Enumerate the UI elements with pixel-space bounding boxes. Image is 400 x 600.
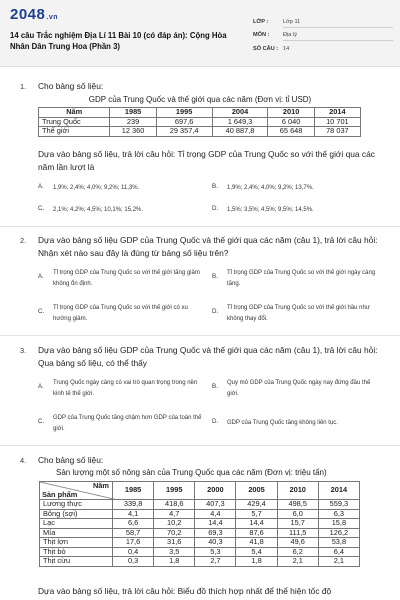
table-row: Lạc 6,6 10,2 14,4 14,4 15,7 15,8 <box>40 519 360 529</box>
gdp-table <box>38 107 361 137</box>
table-row: Thế giới 12 360 29 357,4 40 887,8 65 648 78 037 <box>39 127 361 137</box>
meta-question-count: SỐ CÂU : 14 <box>253 46 290 52</box>
divider <box>0 445 400 446</box>
document-title: 14 câu Trắc nghiệm Địa Lí 11 Bài 10 (có đáp án): Cộng Hòa Nhân Dân Trung Hoa (Phần 3) <box>10 31 227 51</box>
page-header <box>0 0 400 67</box>
table-row: Bông (sợi) 4,1 4,7 4,4 5,7 6,0 6,3 <box>40 509 360 519</box>
question-number: 1. <box>20 82 27 91</box>
table-header-row: Năm 1985 1995 2004 2010 2014 <box>39 108 361 118</box>
agriculture-table <box>39 481 360 567</box>
table-row: Lương thực 339,8 418,6 407,3 429,4 498,5 559,3 <box>40 500 360 510</box>
question-intro: Cho bảng số liệu: <box>38 455 104 465</box>
meta-subject: MÔN : Địa lý <box>253 32 297 38</box>
table-row: Mía 58,7 70,2 69,3 87,6 111,5 126,2 <box>40 528 360 538</box>
table-header-row: Năm Sản phẩm 1985 1995 2000 2005 2010 2014 <box>40 482 360 500</box>
divider <box>0 226 400 227</box>
table-caption: Sản lượng một số nông sản của Trung Quốc qua các năm (Đơn vị: triệu tấn) <box>56 468 327 477</box>
question-number: 4. <box>20 456 27 465</box>
divider <box>0 335 400 336</box>
question-text: Dựa vào bảng số liệu, trả lời câu hỏi: Biểu đồ thích hợp nhất để thể hiện tốc độ <box>38 586 332 596</box>
question-number: 3. <box>20 346 27 355</box>
question-text: Dựa vào bảng số liệu GDP của Trung Quốc và thế giới qua các năm (câu 1), trả lời câu hỏi: Qua bảng số liệu, có thể thấy <box>38 345 378 368</box>
question-text: Dựa vào bảng số liệu, trả lời câu hỏi: Tỉ trọng GDP của Trung Quốc so với thế giới qua các năm lần lượt là <box>38 149 375 172</box>
question-number: 2. <box>20 236 27 245</box>
meta-grade: LỚP : Lớp 11 <box>253 19 300 25</box>
question-text: Dựa vào bảng số liệu GDP của Trung Quốc và thế giới qua các năm (câu 1), trả lời câu hỏi: Nhận xét nào sau đây là đúng từ bảng số liệu trên? <box>38 235 378 258</box>
table-caption: GDP của Trung Quốc và thế giới qua các năm (Đơn vị: tỉ USD) <box>88 95 312 104</box>
site-logo[interactable]: 2048.vn <box>10 6 58 23</box>
table-row: Thịt bò 0,4 3,5 5,3 5,4 6,2 6,4 <box>40 547 360 557</box>
table-row: Trung Quốc 239 697,6 1 649,3 6 040 10 701 <box>39 117 361 127</box>
table-row: Thịt lợn 17,6 31,6 40,3 41,8 49,6 53,8 <box>40 538 360 548</box>
table-row: Thịt cừu 0,3 1,8 2,7 1,8 2,1 2,1 <box>40 557 360 567</box>
question-intro: Cho bảng số liệu: <box>38 81 104 91</box>
diagonal-header-cell: Năm Sản phẩm <box>40 482 113 500</box>
